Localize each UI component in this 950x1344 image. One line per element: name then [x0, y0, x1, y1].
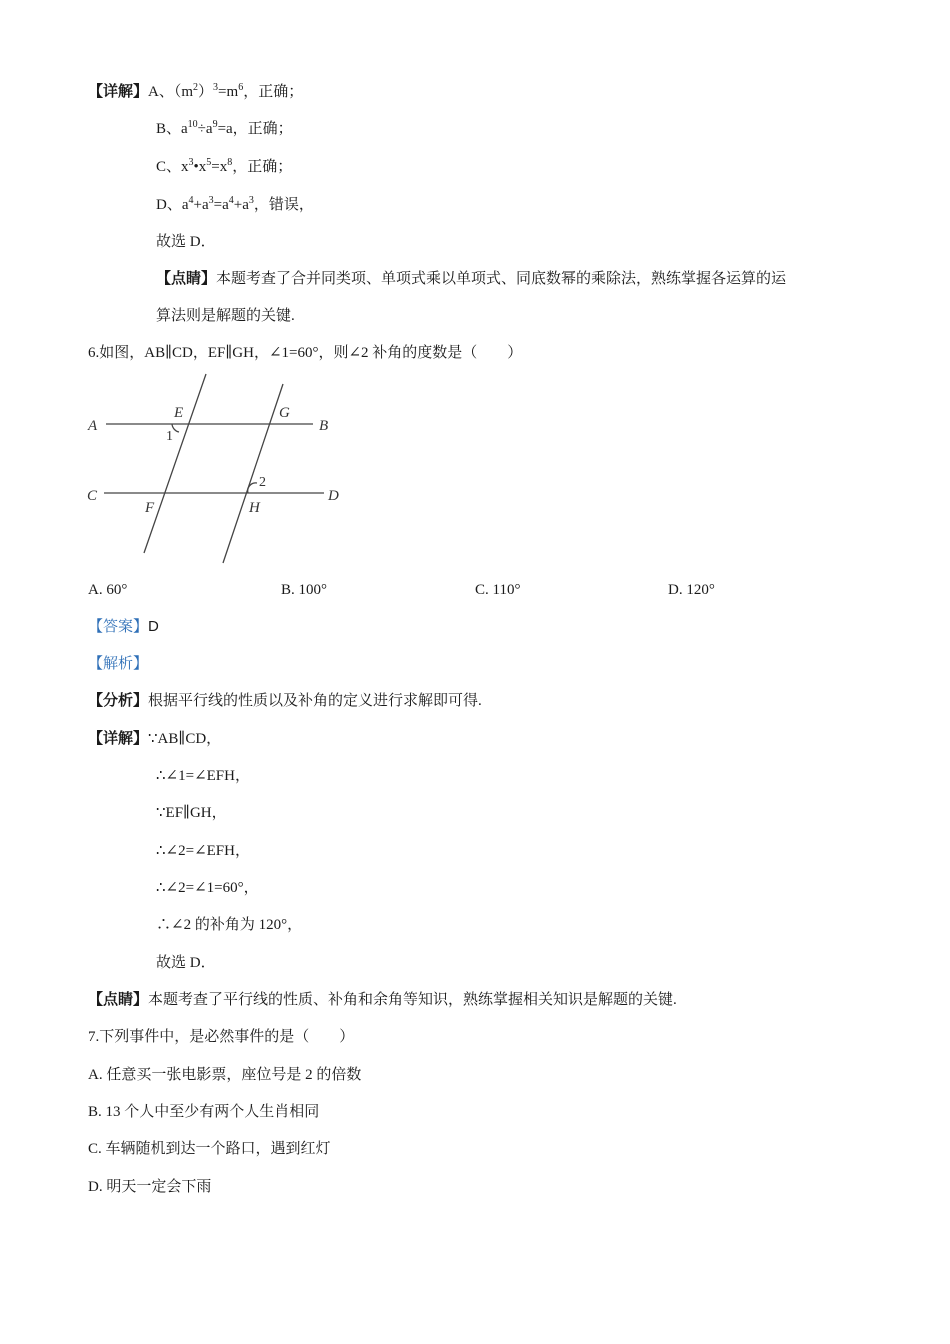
- q6-step-5: ∴∠2=∠1=60°，: [156, 880, 259, 896]
- q7-option-b: B. 13 个人中至少有两个人生肖相同: [88, 1104, 320, 1120]
- q6-answer-tag: 【答案】: [88, 619, 149, 635]
- q5-comment-line2: 算法则是解题的关键.: [156, 308, 295, 324]
- q6-step-6: ∴∠2 的补角为 120°，: [156, 917, 303, 933]
- q6-step-7: 故选 D．: [156, 955, 216, 971]
- q5-detail-line-b: B、$a^{10}\div a^9=a$，正确；: [156, 119, 293, 137]
- q5-conclusion: 故选 D．: [156, 234, 216, 250]
- q6-stem: 6.如图，AB∥CD，EF∥GH，∠1=60°，则∠2 补角的度数是（ ）: [88, 345, 523, 361]
- label-angle-1: 1: [166, 429, 173, 444]
- q6-option-c: C. 110°: [475, 582, 521, 598]
- label-E: E: [174, 405, 184, 421]
- q6-comment-tag: 【点睛】: [88, 992, 149, 1008]
- q7-option-c: C. 车辆随机到达一个路口，遇到红灯: [88, 1141, 331, 1157]
- q6-fenxi-line: 【分析】根据平行线的性质以及补角的定义进行求解即可得.: [88, 693, 482, 709]
- label-angle-2: 2: [259, 475, 266, 490]
- q6-step-2: ∴∠1=∠EFH，: [156, 768, 250, 784]
- q7-stem: 7.下列事件中，是必然事件的是（ ）: [88, 1029, 355, 1045]
- label-G: G: [279, 405, 290, 421]
- line-gh: [223, 384, 283, 563]
- q5-detail-line-a: 【详解】A、$(m^2)^3=m^6$，正确；: [88, 82, 304, 100]
- q6-step-3: ∵EF∥GH，: [156, 805, 227, 821]
- q5-comment-tag: 【点睛】: [156, 271, 217, 287]
- q5-comment-line1: 【点睛】本题考查了合并同类项、单项式乘以单项式、同底数幂的乘除法，熟练掌握各运算的运: [156, 271, 787, 287]
- label-B: B: [319, 418, 329, 434]
- q6-answer: D: [148, 618, 159, 635]
- q6-option-a: A. 60°: [88, 582, 128, 598]
- q5-detail-tag: 【详解】: [88, 84, 149, 100]
- q6-fenxi-tag: 【分析】: [88, 693, 149, 709]
- q7-option-a: A. 任意买一张电影票，座位号是 2 的倍数: [88, 1067, 362, 1083]
- label-F: F: [145, 500, 155, 516]
- q6-analysis-tag: 【解析】: [88, 656, 149, 672]
- q6-detail-tag: 【详解】: [88, 731, 149, 747]
- q6-detail-line-1: 【详解】∵AB∥CD，: [88, 731, 222, 747]
- q5-detail-line-c: C、$x^3•x^5=x^8$，正确；: [156, 157, 293, 175]
- label-C: C: [87, 488, 98, 504]
- label-A: A: [88, 418, 98, 434]
- angle-1-arc: [172, 424, 179, 432]
- q7-option-d: D. 明天一定会下雨: [88, 1179, 212, 1195]
- q6-step-4: ∴∠2=∠EFH，: [156, 843, 250, 859]
- q6-figure: [84, 370, 344, 565]
- q6-comment-line: 【点睛】本题考查了平行线的性质、补角和余角等知识，熟练掌握相关知识是解题的关键.: [88, 992, 677, 1008]
- q6-option-b: B. 100°: [281, 582, 328, 598]
- label-D: D: [328, 488, 339, 504]
- line-ef: [144, 374, 206, 553]
- q5-detail-line-d: D、$a^4+a^3=a^4+a^3$，错误，: [156, 195, 314, 213]
- q6-option-d: D. 120°: [668, 582, 715, 598]
- q6-answer-line: [88, 617, 159, 637]
- label-H: H: [249, 500, 260, 516]
